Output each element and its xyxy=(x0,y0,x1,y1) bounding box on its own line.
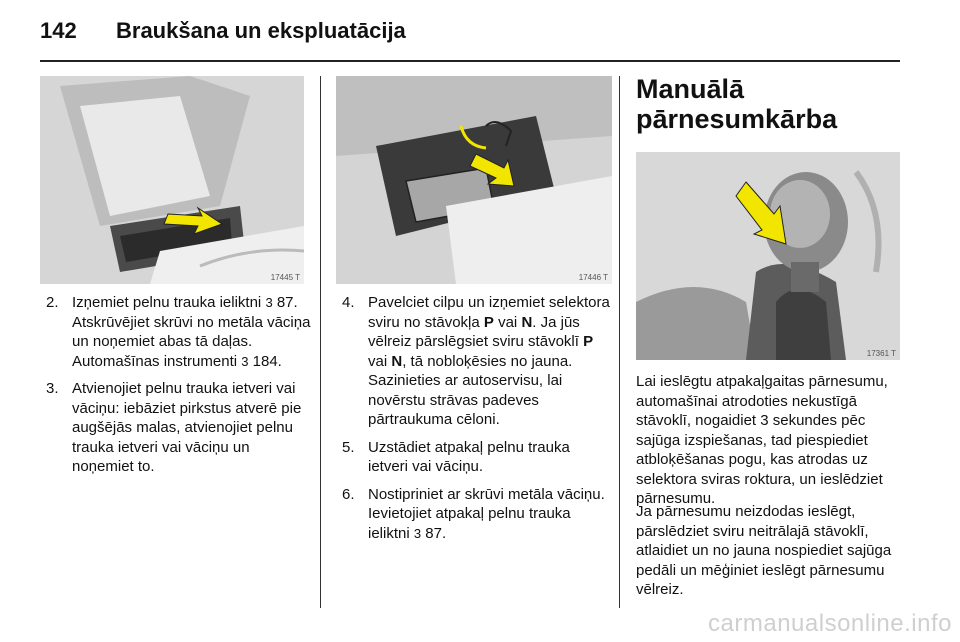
page-header xyxy=(40,18,900,62)
selector-lever-illustration xyxy=(336,76,612,284)
list-item xyxy=(342,293,612,430)
step-number: 4. xyxy=(342,294,355,311)
step-text: , tā nobloķēsies no jauna. Sazinieties ar autoservisu, lai novērstu strāvas padeves pārtraukuma cēloni. xyxy=(368,352,573,428)
middle-steps-list xyxy=(342,293,612,551)
column-divider-2 xyxy=(619,76,620,608)
step-text: vai xyxy=(368,352,388,370)
page-number: 142 xyxy=(40,18,77,43)
step-text: Nostipriniet ar skrūvi metāla vāciņu. Ievietojiet atpakaļ pelnu trauka ieliktni xyxy=(368,485,605,542)
paragraph-reverse-gear: Lai ieslēgtu atpakaļgaitas pārnesumu, automašīnai atrodoties nekustīgā stāvoklī, nogaidiet 3 sekundes pēc sajūga izspiešanas, tad piespiediet atbloķēšanas pogu, kas atrodas uz selektora sviras roktura, un ieslēdziet pārnesumu. xyxy=(636,373,888,507)
step-text: vai xyxy=(498,313,518,331)
page-reference-icon: 3 xyxy=(265,295,273,310)
list-item xyxy=(342,485,612,544)
step-text: . Ja jūs vēlreiz pārslēgsiet sviru stāvoklī xyxy=(368,313,580,350)
ashtray-console-illustration xyxy=(40,76,304,284)
page-reference-icon: 3 xyxy=(241,353,249,369)
step-number: 6. xyxy=(342,485,355,503)
step-text: 87. Atskrūvējiet skrūvi no metāla vāciņa un noņemiet abas tā daļas. Automašīnas instrumenti xyxy=(72,294,311,370)
figure-gear-lever xyxy=(636,152,900,360)
list-item xyxy=(342,438,612,477)
paragraph-gear-fail: Ja pārnesumu neizdodas ieslēgt, pārslēdziet sviru neitrālajā stāvoklī, atlaidiet un no jauna nospiediet sajūga pedāli un mēģiniet ieslēgt pārnesumu vēlreiz. xyxy=(636,503,892,598)
section-title: Braukšana un ekspluatācija xyxy=(116,18,406,43)
gear-position-label: P xyxy=(583,333,594,350)
step-number: 5. xyxy=(342,438,355,456)
gear-position-label: N xyxy=(391,352,403,370)
step-text: Pavelciet cilpu un izņemiet selektora sviru no stāvokļa xyxy=(368,294,610,331)
page-reference-icon: 3 xyxy=(413,525,422,541)
step-text: Izņemiet pelnu trauka ieliktni xyxy=(72,294,262,311)
figure-code: 17361 T xyxy=(866,349,896,358)
list-item xyxy=(46,293,312,371)
figure-code: 17446 T xyxy=(578,273,608,282)
left-steps-list xyxy=(46,293,312,485)
gear-position-label: P xyxy=(483,313,494,331)
figure-code: 17445 T xyxy=(270,273,300,282)
header-rule xyxy=(40,60,900,62)
subsection-title: Manuālā pārnesumkārba xyxy=(636,74,838,134)
step-text: 87. xyxy=(425,524,447,542)
figure-ashtray-removal xyxy=(40,76,304,284)
step-number: 3. xyxy=(46,380,59,397)
step-number: 2. xyxy=(46,294,59,311)
list-item xyxy=(46,379,312,477)
gear-lever-illustration xyxy=(636,152,900,360)
step-text: 184. xyxy=(252,352,282,370)
step-text: Uzstādiet atpakaļ pelnu trauka ietveri vai vāciņu. xyxy=(368,438,570,475)
gear-position-label: N xyxy=(521,313,533,331)
column-divider-1 xyxy=(320,76,321,608)
watermark: carmanualsonline.info xyxy=(708,610,952,637)
figure-selector-release xyxy=(336,76,612,284)
step-text: Atvienojiet pelnu trauka ietveri vai vāciņu: iebāziet pirkstus atverē pie augšējās malas, atvienojiet pelnu trauka ietveri vai vāciņu un noņemiet to. xyxy=(72,380,302,475)
